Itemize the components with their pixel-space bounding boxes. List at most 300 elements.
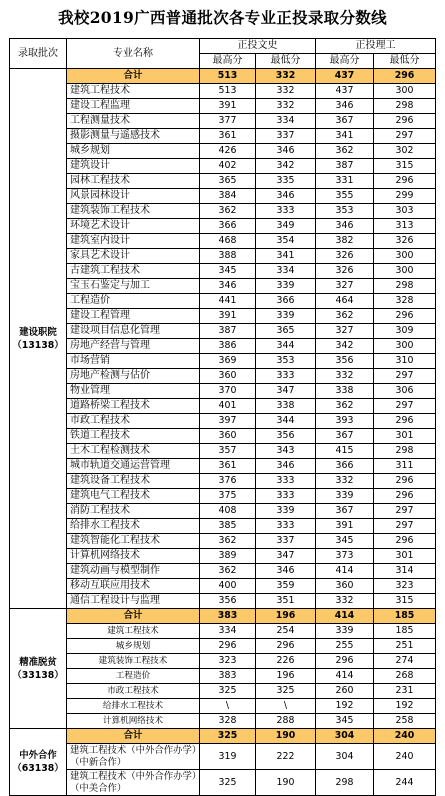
score-cell: 260 xyxy=(316,684,374,699)
major-name-cell: 移动互联应用技术 xyxy=(67,579,200,594)
score-cell: 389 xyxy=(200,549,256,564)
header-arts-min: 最低分 xyxy=(256,54,316,69)
major-name-cell: 道路桥梁工程技术 xyxy=(67,399,200,414)
major-name-cell: 建筑室内设计 xyxy=(67,234,200,249)
score-cell: 402 xyxy=(200,159,256,174)
major-name-cell: 建设工程监理 xyxy=(67,99,200,114)
major-name-cell: 市场营销 xyxy=(67,354,200,369)
score-cell: 288 xyxy=(256,714,316,729)
score-cell: 333 xyxy=(256,474,316,489)
table-row xyxy=(10,624,436,639)
total-label: 合计 xyxy=(67,729,200,744)
major-name-cell: 建筑工程技术（中外合作办学）（中新合作） xyxy=(67,744,200,770)
score-cell: 226 xyxy=(256,654,316,669)
major-name-cell: 宝玉石鉴定与加工 xyxy=(67,279,200,294)
table-row xyxy=(10,219,436,234)
score-cell: 337 xyxy=(256,129,316,144)
score-cell: 334 xyxy=(256,114,316,129)
score-cell: 341 xyxy=(256,249,316,264)
table-row xyxy=(10,684,436,699)
score-cell: 296 xyxy=(374,114,436,129)
score-cell: 353 xyxy=(316,204,374,219)
score-cell: 367 xyxy=(316,429,374,444)
major-name-cell: 城乡规划 xyxy=(67,144,200,159)
table-row xyxy=(10,504,436,519)
score-cell: 353 xyxy=(256,354,316,369)
table-row xyxy=(10,429,436,444)
score-cell: 300 xyxy=(374,264,436,279)
total-score-cell: 325 xyxy=(200,729,256,744)
score-cell: 341 xyxy=(316,129,374,144)
table-row xyxy=(10,414,436,429)
score-cell: 382 xyxy=(316,234,374,249)
score-cell: 362 xyxy=(316,399,374,414)
major-name-cell: 建筑智能化工程技术 xyxy=(67,534,200,549)
table-row xyxy=(10,564,436,579)
major-name-cell: 建筑电气工程技术 xyxy=(67,489,200,504)
score-cell: 342 xyxy=(256,159,316,174)
table-row xyxy=(10,129,436,144)
score-cell: 244 xyxy=(374,770,436,796)
table-row xyxy=(10,159,436,174)
score-cell: 376 xyxy=(200,474,256,489)
score-cell: 366 xyxy=(316,459,374,474)
score-cell: 303 xyxy=(374,204,436,219)
major-name-cell: 铁道工程技术 xyxy=(67,429,200,444)
total-row xyxy=(10,69,436,84)
major-name-cell: 建筑装饰工程技术 xyxy=(67,654,200,669)
score-cell: 325 xyxy=(256,684,316,699)
score-cell: 344 xyxy=(256,414,316,429)
score-cell: 325 xyxy=(200,684,256,699)
score-cell: 298 xyxy=(374,279,436,294)
score-cell: 296 xyxy=(374,174,436,189)
score-cell: 332 xyxy=(256,84,316,99)
score-cell: 360 xyxy=(316,579,374,594)
score-cell: 274 xyxy=(374,654,436,669)
table-row xyxy=(10,309,436,324)
score-cell: 342 xyxy=(316,339,374,354)
score-cell: 323 xyxy=(200,654,256,669)
score-cell: 408 xyxy=(200,504,256,519)
score-cell: 468 xyxy=(200,234,256,249)
score-cell: 315 xyxy=(374,159,436,174)
table-row xyxy=(10,744,436,770)
major-name-cell: 给排水工程技术 xyxy=(67,519,200,534)
table-header-row xyxy=(10,39,436,54)
score-cell: 185 xyxy=(374,624,436,639)
score-cell: 300 xyxy=(374,339,436,354)
score-cell: 373 xyxy=(316,549,374,564)
score-cell: 356 xyxy=(316,354,374,369)
major-name-cell: 计算机网络技术 xyxy=(67,714,200,729)
table-row xyxy=(10,639,436,654)
score-cell: 298 xyxy=(374,99,436,114)
score-cell: 297 xyxy=(374,504,436,519)
score-cell: 258 xyxy=(374,714,436,729)
score-cell: 337 xyxy=(256,534,316,549)
table-row xyxy=(10,489,436,504)
major-name-cell: 环境艺术设计 xyxy=(67,219,200,234)
score-cell: 375 xyxy=(200,489,256,504)
score-cell: 296 xyxy=(374,474,436,489)
score-cell: 327 xyxy=(316,324,374,339)
score-cell: 296 xyxy=(374,489,436,504)
score-cell: 391 xyxy=(316,519,374,534)
score-cell: \ xyxy=(256,699,316,714)
score-cell: 360 xyxy=(200,429,256,444)
score-cell: 334 xyxy=(256,264,316,279)
score-cell: 339 xyxy=(316,624,374,639)
table-row xyxy=(10,204,436,219)
page-title: 我校2019广西普通批次各专业正投录取分数线 xyxy=(58,8,387,27)
score-cell: 362 xyxy=(200,204,256,219)
table-row xyxy=(10,654,436,669)
score-cell: 306 xyxy=(374,384,436,399)
score-cell: 384 xyxy=(200,189,256,204)
total-row xyxy=(10,729,436,744)
header-arts: 正投文史 xyxy=(200,39,316,54)
score-cell: 345 xyxy=(316,534,374,549)
score-cell: 362 xyxy=(200,564,256,579)
major-name-cell: 古建筑工程技术 xyxy=(67,264,200,279)
score-cell: 464 xyxy=(316,294,374,309)
score-cell: 401 xyxy=(200,399,256,414)
major-name-cell: 通信工程设计与监理 xyxy=(67,594,200,609)
score-cell: 359 xyxy=(256,579,316,594)
table-row xyxy=(10,339,436,354)
score-cell: 326 xyxy=(316,249,374,264)
total-label: 合计 xyxy=(67,609,200,624)
table-row xyxy=(10,444,436,459)
table-row xyxy=(10,114,436,129)
score-cell: 297 xyxy=(374,129,436,144)
batch-name: 精准脱贫 xyxy=(19,656,57,668)
score-cell: 346 xyxy=(200,279,256,294)
score-cell: 332 xyxy=(316,369,374,384)
batch-code: （63138） xyxy=(12,763,64,774)
score-cell: 347 xyxy=(256,384,316,399)
score-cell: 319 xyxy=(200,744,256,770)
major-name-cell: 市政工程技术 xyxy=(67,414,200,429)
table-row xyxy=(10,294,436,309)
score-cell: 334 xyxy=(200,624,256,639)
score-cell: 296 xyxy=(316,654,374,669)
table-row xyxy=(10,249,436,264)
score-cell: 328 xyxy=(200,714,256,729)
score-cell: 332 xyxy=(316,474,374,489)
score-cell: 296 xyxy=(374,309,436,324)
major-name-cell: 市政工程技术 xyxy=(67,684,200,699)
score-cell: 346 xyxy=(316,219,374,234)
score-cell: 325 xyxy=(200,770,256,796)
score-cell: 300 xyxy=(374,84,436,99)
score-cell: 393 xyxy=(316,414,374,429)
batch-group-cell xyxy=(10,69,67,609)
score-cell: 349 xyxy=(256,219,316,234)
score-cell: 251 xyxy=(374,639,436,654)
score-cell: 387 xyxy=(316,159,374,174)
score-cell: 362 xyxy=(200,534,256,549)
major-name-cell: 计算机网络技术 xyxy=(67,549,200,564)
major-name-cell: 建筑工程技术（中外合作办学）（中美合作） xyxy=(67,770,200,796)
score-cell: 231 xyxy=(374,684,436,699)
major-name-cell: 建筑装饰工程技术 xyxy=(67,204,200,219)
score-cell: 298 xyxy=(374,444,436,459)
score-cell: 301 xyxy=(374,549,436,564)
score-cell: 313 xyxy=(374,219,436,234)
total-score-cell: 190 xyxy=(256,729,316,744)
table-row xyxy=(10,234,436,249)
score-cell: 400 xyxy=(200,579,256,594)
major-name-cell: 工程测量技术 xyxy=(67,114,200,129)
table-row xyxy=(10,459,436,474)
score-cell: 391 xyxy=(200,309,256,324)
total-score-cell: 304 xyxy=(316,729,374,744)
table-row xyxy=(10,174,436,189)
score-cell: 301 xyxy=(374,429,436,444)
major-name-cell: 风景园林设计 xyxy=(67,189,200,204)
major-name-cell: 建设项目信息化管理 xyxy=(67,324,200,339)
score-cell: 190 xyxy=(256,770,316,796)
major-name-cell: 土木工程检测技术 xyxy=(67,444,200,459)
score-cell: 437 xyxy=(316,84,374,99)
major-name-cell: 建筑设计 xyxy=(67,159,200,174)
score-cell: 315 xyxy=(374,594,436,609)
score-cell: 297 xyxy=(374,519,436,534)
batch-name: 建设职院 xyxy=(19,326,57,338)
total-score-cell: 383 xyxy=(200,609,256,624)
score-cell: 338 xyxy=(256,399,316,414)
major-name-cell: 园林工程技术 xyxy=(67,174,200,189)
batch-group-cell xyxy=(10,609,67,729)
score-cell: 365 xyxy=(256,324,316,339)
score-cell: 369 xyxy=(200,354,256,369)
table-row xyxy=(10,399,436,414)
score-cell: 338 xyxy=(316,384,374,399)
major-name-cell: 房地产检测与估价 xyxy=(67,369,200,384)
score-cell: 414 xyxy=(316,564,374,579)
header-arts-max: 最高分 xyxy=(200,54,256,69)
score-cell: 327 xyxy=(316,279,374,294)
score-cell: 300 xyxy=(374,249,436,264)
major-name-cell: 建筑工程技术 xyxy=(67,84,200,99)
score-cell: 196 xyxy=(256,669,316,684)
table-row xyxy=(10,519,436,534)
score-cell: 346 xyxy=(256,144,316,159)
major-name-cell: 城乡规划 xyxy=(67,639,200,654)
admission-score-table xyxy=(9,38,436,796)
score-cell: 333 xyxy=(256,369,316,384)
total-score-cell: 513 xyxy=(200,69,256,84)
total-row xyxy=(10,609,436,624)
table-row xyxy=(10,324,436,339)
header-batch: 录取批次 xyxy=(10,39,67,69)
score-cell: 346 xyxy=(256,189,316,204)
score-cell: 367 xyxy=(316,504,374,519)
score-cell: 346 xyxy=(256,564,316,579)
score-cell: 351 xyxy=(256,594,316,609)
score-cell: 388 xyxy=(200,249,256,264)
table-row xyxy=(10,84,436,99)
score-cell: 326 xyxy=(374,234,436,249)
score-cell: 344 xyxy=(256,339,316,354)
score-cell: 357 xyxy=(200,444,256,459)
score-cell: 297 xyxy=(374,369,436,384)
score-cell: 362 xyxy=(316,309,374,324)
major-name-cell: 建筑设备工程技术 xyxy=(67,474,200,489)
score-cell: 333 xyxy=(256,204,316,219)
score-cell: 366 xyxy=(200,219,256,234)
score-cell: 367 xyxy=(316,114,374,129)
major-name-cell: 工程造价 xyxy=(67,294,200,309)
score-cell: 296 xyxy=(374,534,436,549)
total-score-cell: 296 xyxy=(374,69,436,84)
score-cell: 383 xyxy=(200,669,256,684)
score-cell: 335 xyxy=(256,174,316,189)
batch-code: （33138） xyxy=(12,669,64,681)
score-cell: 254 xyxy=(256,624,316,639)
major-name-cell: 家具艺术设计 xyxy=(67,249,200,264)
table-row xyxy=(10,264,436,279)
major-name-cell: 摄影测量与遥感技术 xyxy=(67,129,200,144)
score-cell: 385 xyxy=(200,519,256,534)
score-cell: 343 xyxy=(256,444,316,459)
score-cell: 296 xyxy=(374,414,436,429)
score-cell: 222 xyxy=(256,744,316,770)
table-row xyxy=(10,474,436,489)
total-score-cell: 332 xyxy=(256,69,316,84)
score-cell: 323 xyxy=(374,579,436,594)
score-cell: 414 xyxy=(316,669,374,684)
major-name-cell: 房地产经营与管理 xyxy=(67,339,200,354)
score-cell: 332 xyxy=(316,594,374,609)
score-cell: 356 xyxy=(256,429,316,444)
score-cell: 356 xyxy=(200,594,256,609)
score-cell: 296 xyxy=(256,639,316,654)
score-cell: 361 xyxy=(200,459,256,474)
batch-name: 中外合作 xyxy=(19,750,57,761)
score-cell: \ xyxy=(200,699,256,714)
score-cell: 339 xyxy=(316,489,374,504)
score-cell: 355 xyxy=(316,189,374,204)
score-cell: 309 xyxy=(374,324,436,339)
table-row xyxy=(10,369,436,384)
score-cell: 326 xyxy=(316,264,374,279)
score-cell: 377 xyxy=(200,114,256,129)
score-cell: 361 xyxy=(200,129,256,144)
table-row xyxy=(10,770,436,796)
table-row xyxy=(10,99,436,114)
table-row xyxy=(10,144,436,159)
score-cell: 310 xyxy=(374,354,436,369)
table-row xyxy=(10,549,436,564)
major-name-cell: 消防工程技术 xyxy=(67,504,200,519)
score-cell: 339 xyxy=(256,504,316,519)
score-cell: 346 xyxy=(316,99,374,114)
score-cell: 513 xyxy=(200,84,256,99)
score-cell: 397 xyxy=(200,414,256,429)
score-cell: 354 xyxy=(256,234,316,249)
score-cell: 297 xyxy=(374,399,436,414)
header-science: 正投理工 xyxy=(316,39,436,54)
score-cell: 386 xyxy=(200,339,256,354)
batch-code: （13138） xyxy=(12,339,64,351)
score-cell: 345 xyxy=(316,714,374,729)
score-cell: 365 xyxy=(200,174,256,189)
score-cell: 339 xyxy=(256,279,316,294)
score-cell: 333 xyxy=(256,519,316,534)
major-name-cell: 建筑工程技术 xyxy=(67,624,200,639)
table-row xyxy=(10,384,436,399)
major-name-cell: 城市轨道交通运营管理 xyxy=(67,459,200,474)
major-name-cell: 物业管理 xyxy=(67,384,200,399)
score-cell: 298 xyxy=(316,770,374,796)
score-cell: 415 xyxy=(316,444,374,459)
table-row xyxy=(10,189,436,204)
major-name-cell: 工程造价 xyxy=(67,669,200,684)
score-cell: 331 xyxy=(316,174,374,189)
score-cell: 314 xyxy=(374,564,436,579)
score-cell: 302 xyxy=(374,144,436,159)
table-row xyxy=(10,594,436,609)
score-cell: 362 xyxy=(316,144,374,159)
score-cell: 255 xyxy=(316,639,374,654)
table-row xyxy=(10,714,436,729)
total-score-cell: 185 xyxy=(374,609,436,624)
score-cell: 311 xyxy=(374,459,436,474)
total-score-cell: 437 xyxy=(316,69,374,84)
header-science-min: 最低分 xyxy=(374,54,436,69)
major-name-cell: 建设工程管理 xyxy=(67,309,200,324)
score-cell: 360 xyxy=(200,369,256,384)
score-cell: 339 xyxy=(256,309,316,324)
table-row xyxy=(10,279,436,294)
table-row xyxy=(10,579,436,594)
score-cell: 391 xyxy=(200,99,256,114)
score-cell: 268 xyxy=(374,669,436,684)
table-body xyxy=(10,69,436,796)
total-score-cell: 196 xyxy=(256,609,316,624)
score-cell: 345 xyxy=(200,264,256,279)
score-cell: 333 xyxy=(256,489,316,504)
score-cell: 296 xyxy=(200,639,256,654)
score-cell: 304 xyxy=(316,744,374,770)
score-cell: 370 xyxy=(200,384,256,399)
score-cell: 328 xyxy=(374,294,436,309)
table-row xyxy=(10,534,436,549)
batch-group-cell xyxy=(10,729,67,796)
table-row xyxy=(10,669,436,684)
score-cell: 299 xyxy=(374,189,436,204)
major-name-cell: 建筑动画与模型制作 xyxy=(67,564,200,579)
table-row xyxy=(10,354,436,369)
total-score-cell: 240 xyxy=(374,729,436,744)
header-major: 专业名称 xyxy=(67,39,200,69)
total-label: 合计 xyxy=(67,69,200,84)
header-science-max: 最高分 xyxy=(316,54,374,69)
score-cell: 366 xyxy=(256,294,316,309)
table-row xyxy=(10,699,436,714)
major-name-cell: 给排水工程技术 xyxy=(67,699,200,714)
score-cell: 346 xyxy=(256,459,316,474)
total-score-cell: 414 xyxy=(316,609,374,624)
score-cell: 240 xyxy=(374,744,436,770)
score-cell: 192 xyxy=(374,699,436,714)
score-cell: 387 xyxy=(200,324,256,339)
score-cell: 426 xyxy=(200,144,256,159)
score-cell: 332 xyxy=(256,99,316,114)
